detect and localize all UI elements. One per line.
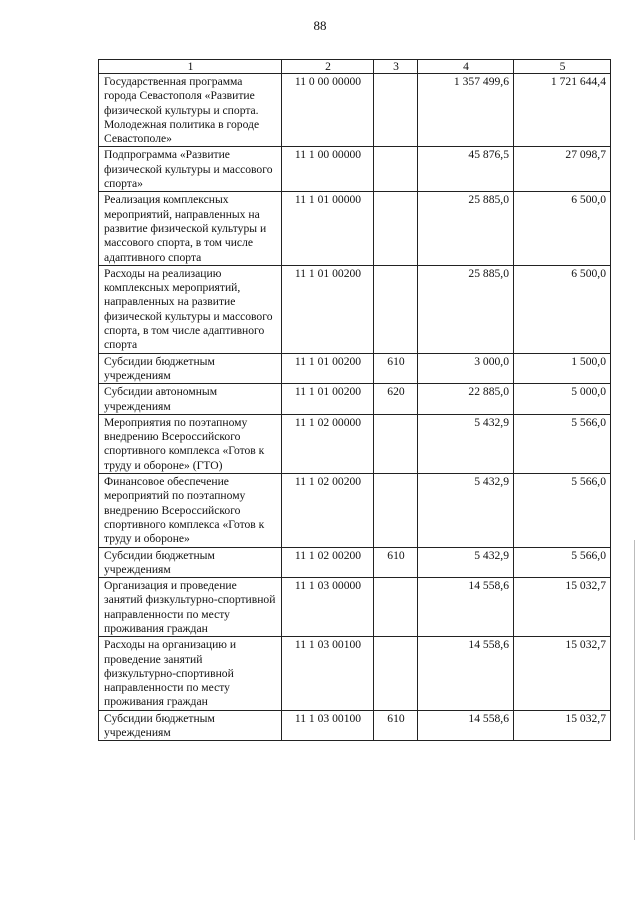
row-amount-1: 14 558,6 [418, 637, 514, 710]
table-row [99, 414, 611, 473]
row-amount-2: 27 098,7 [514, 147, 611, 192]
row-name: Мероприятия по поэтапному внедрению Всероссийского спортивного комплекса «Готов к труду и обороне» (ГТО) [99, 414, 282, 473]
row-expense-type [374, 147, 418, 192]
table-row [99, 192, 611, 265]
row-amount-1: 22 885,0 [418, 384, 514, 415]
row-code: 11 1 03 00000 [282, 578, 374, 637]
row-amount-2: 15 032,7 [514, 637, 611, 710]
row-amount-1: 1 357 499,6 [418, 74, 514, 147]
table-row [99, 474, 611, 547]
row-amount-1: 5 432,9 [418, 547, 514, 578]
row-name: Подпрограмма «Развитие физической культуры и массового спорта» [99, 147, 282, 192]
row-name: Субсидии бюджетным учреждениям [99, 353, 282, 384]
row-amount-1: 45 876,5 [418, 147, 514, 192]
table-row [99, 147, 611, 192]
row-code: 11 1 01 00000 [282, 192, 374, 265]
row-name: Государственная программа города Севастополя «Развитие физической культуры и спорта. Молодежная политика в городе Севастополе» [99, 74, 282, 147]
row-expense-type [374, 474, 418, 547]
column-header-amount-2: 5 [514, 60, 611, 74]
row-amount-1: 25 885,0 [418, 265, 514, 353]
row-code: 11 1 02 00000 [282, 414, 374, 473]
row-name: Субсидии бюджетным учреждениям [99, 547, 282, 578]
column-header-expense-type: 3 [374, 60, 418, 74]
budget-table [98, 59, 611, 741]
row-amount-2: 5 566,0 [514, 414, 611, 473]
row-amount-2: 5 566,0 [514, 547, 611, 578]
table-header-row [99, 60, 611, 74]
row-amount-1: 5 432,9 [418, 414, 514, 473]
row-amount-1: 5 432,9 [418, 474, 514, 547]
row-code: 11 1 01 00200 [282, 384, 374, 415]
column-header-code: 2 [282, 60, 374, 74]
row-expense-type: 620 [374, 384, 418, 415]
table-row [99, 74, 611, 147]
table-row [99, 578, 611, 637]
page-number: 88 [313, 18, 327, 33]
row-expense-type [374, 265, 418, 353]
row-name: Субсидии бюджетным учреждениям [99, 710, 282, 741]
row-expense-type: 610 [374, 353, 418, 384]
row-amount-2: 5 566,0 [514, 474, 611, 547]
table-row [99, 265, 611, 353]
row-amount-1: 14 558,6 [418, 710, 514, 741]
row-amount-2: 6 500,0 [514, 265, 611, 353]
row-code: 11 1 01 00200 [282, 265, 374, 353]
column-header-amount-1: 4 [418, 60, 514, 74]
column-header-name: 1 [99, 60, 282, 74]
row-code: 11 1 02 00200 [282, 547, 374, 578]
row-code: 11 1 02 00200 [282, 474, 374, 547]
row-amount-2: 1 721 644,4 [514, 74, 611, 147]
row-amount-1: 14 558,6 [418, 578, 514, 637]
row-expense-type [374, 637, 418, 710]
scan-edge-line [634, 540, 635, 840]
row-amount-2: 1 500,0 [514, 353, 611, 384]
row-name: Расходы на организацию и проведение занятий физкультурно-спортивной направленности по месту проживания граждан [99, 637, 282, 710]
row-expense-type [374, 192, 418, 265]
table-row [99, 384, 611, 415]
row-name: Расходы на реализацию комплексных мероприятий, направленных на развитие физической культуры и массового спорта, в том числе адаптивного спорта [99, 265, 282, 353]
row-code: 11 1 00 00000 [282, 147, 374, 192]
table-row [99, 710, 611, 741]
row-expense-type [374, 74, 418, 147]
row-name: Финансовое обеспечение мероприятий по поэтапному внедрению Всероссийского спортивного комплекса «Готов к труду и обороне» [99, 474, 282, 547]
row-amount-2: 15 032,7 [514, 578, 611, 637]
row-code: 11 1 03 00100 [282, 710, 374, 741]
row-name: Субсидии автономным учреждениям [99, 384, 282, 415]
row-expense-type [374, 414, 418, 473]
table-row [99, 637, 611, 710]
row-name: Организация и проведение занятий физкультурно-спортивной направленности по месту проживания граждан [99, 578, 282, 637]
table-row [99, 353, 611, 384]
row-expense-type [374, 578, 418, 637]
row-amount-2: 5 000,0 [514, 384, 611, 415]
row-code: 11 0 00 00000 [282, 74, 374, 147]
row-amount-1: 25 885,0 [418, 192, 514, 265]
row-code: 11 1 01 00200 [282, 353, 374, 384]
row-name: Реализация комплексных мероприятий, направленных на развитие физической культуры и массового спорта, в том числе адаптивного спорта [99, 192, 282, 265]
table-row [99, 547, 611, 578]
row-code: 11 1 03 00100 [282, 637, 374, 710]
row-expense-type: 610 [374, 710, 418, 741]
row-amount-2: 6 500,0 [514, 192, 611, 265]
row-amount-2: 15 032,7 [514, 710, 611, 741]
row-amount-1: 3 000,0 [418, 353, 514, 384]
row-expense-type: 610 [374, 547, 418, 578]
